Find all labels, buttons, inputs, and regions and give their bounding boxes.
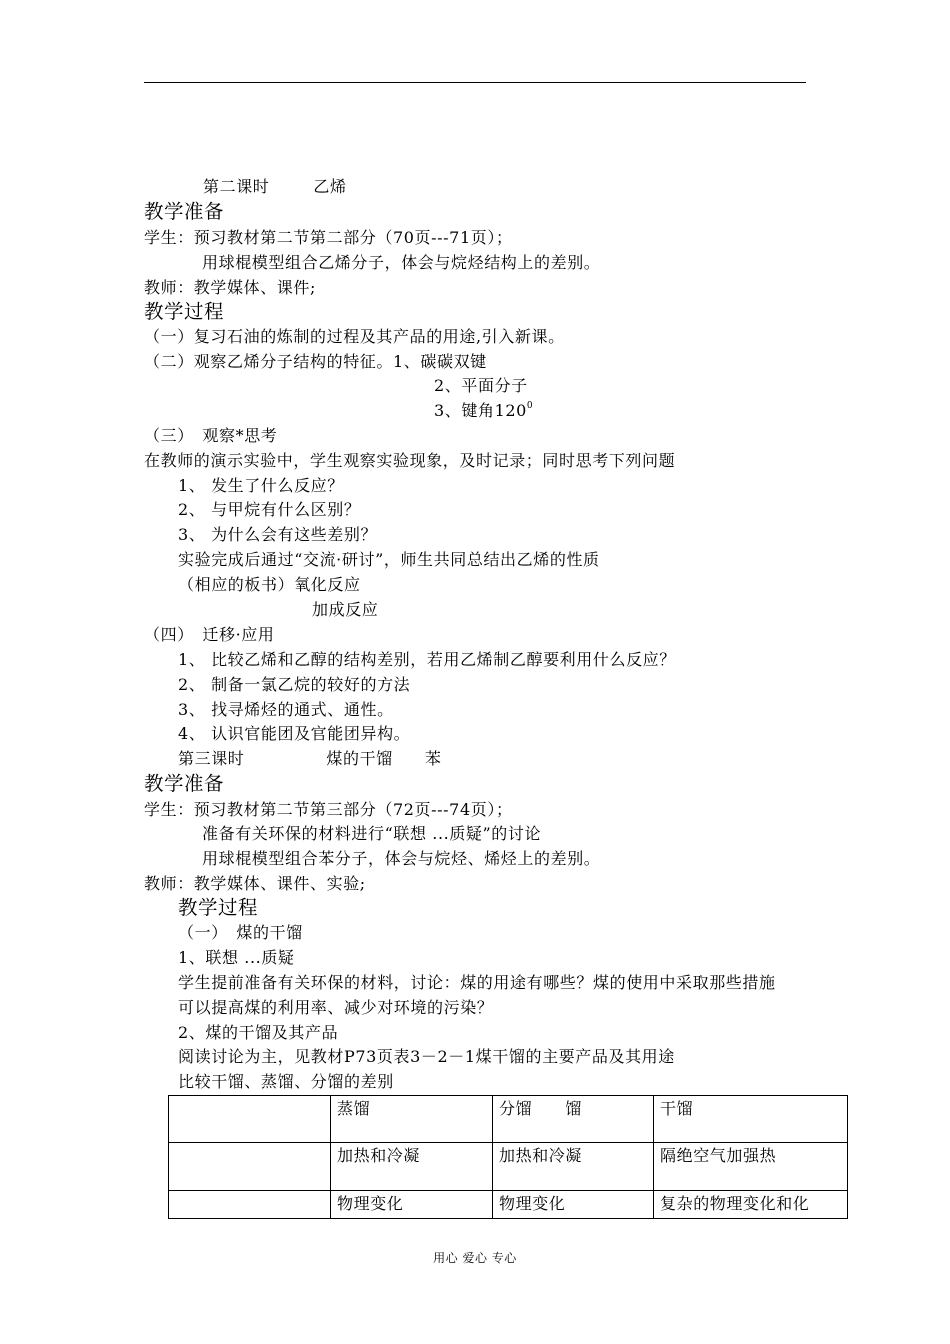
lesson3-section1: （一） 煤的干馏 — [178, 923, 303, 942]
lesson3-reading: 阅读讨论为主，见教材P73页表3－2－1煤干馏的主要产品及其用途 — [178, 1047, 675, 1066]
lesson3-student-line1: 学生：预习教材第二节第三部分（72页---74页）； — [144, 800, 513, 819]
table-cell: 干馏 — [654, 1096, 848, 1143]
lesson2-feature3-text: 3、键角120 — [434, 401, 527, 420]
lesson3-student-line2: 准备有关环保的材料进行“联想 ...质疑”的讨论 — [202, 824, 542, 843]
lesson3-item2: 2、煤的干馏及其产品 — [178, 1023, 339, 1042]
header-rule — [144, 82, 806, 83]
lesson2-title-topic: 乙烯 — [313, 177, 347, 196]
table-row — [169, 1191, 848, 1219]
table-cell: 复杂的物理变化和化 — [654, 1191, 848, 1219]
lesson2-prep-heading: 教学准备 — [144, 200, 225, 223]
lesson2-application-1: 1、 比较乙烯和乙醇的结构差别，若用乙烯制乙醇要利用什么反应？ — [178, 650, 676, 669]
table-cell: 加热和冷凝 — [331, 1143, 493, 1191]
table-cell: 分馏 馏 — [493, 1096, 654, 1143]
lesson2-step2: （二）观察乙烯分子结构的特征。1、碳碳双键 — [144, 352, 487, 371]
lesson2-question-1: 1、 发生了什么反应？ — [178, 476, 344, 495]
table-row — [169, 1096, 848, 1143]
table-cell: 物理变化 — [493, 1191, 654, 1219]
lesson3-prep-heading: 教学准备 — [144, 772, 225, 795]
lesson2-application-2: 2、 制备一氯乙烷的较好的方法 — [178, 675, 411, 694]
lesson2-feature2: 2、平面分子 — [434, 376, 528, 395]
table-cell — [169, 1143, 331, 1191]
table-cell — [169, 1191, 331, 1219]
lesson2-board-2: 加成反应 — [312, 600, 379, 619]
table-cell: 物理变化 — [331, 1191, 493, 1219]
lesson2-feature3 — [434, 401, 533, 421]
table-cell — [169, 1096, 331, 1143]
lesson3-title — [178, 749, 441, 769]
lesson2-step1: （一）复习石油的炼制的过程及其产品的用途,引入新课。 — [144, 327, 565, 346]
lesson3-process-heading: 教学过程 — [178, 896, 259, 919]
table-cell: 蒸馏 — [331, 1096, 493, 1143]
lesson3-student-line3: 用球棍模型组合苯分子，体会与烷烃、烯烃上的差别。 — [202, 849, 601, 868]
lesson2-observe: 在教师的演示实验中，学生观察实验现象，及时记录；同时思考下列问题 — [144, 451, 676, 470]
lesson3-item1: 1、联想 ...质疑 — [178, 948, 295, 967]
lesson3-title-num: 第三课时 — [178, 749, 245, 768]
lesson2-board: （相应的板书）氧化反应 — [178, 575, 361, 594]
lesson3-teacher: 教师：教学媒体、课件、实验; — [144, 874, 366, 893]
comparison-table — [168, 1095, 848, 1219]
lesson3-title-topic2: 苯 — [424, 749, 442, 768]
table-row — [169, 1143, 848, 1191]
lesson3-title-topic1: 煤的干馏 — [326, 749, 393, 768]
lesson2-step3: （三） 观察*思考 — [144, 426, 278, 445]
lesson3-discussion-line1: 学生提前准备有关环保的材料，讨论：煤的用途有哪些？煤的使用中采取那些措施 — [178, 973, 776, 992]
lesson2-application-4: 4、 认识官能团及官能团异构。 — [178, 724, 411, 743]
lesson3-discussion-line2: 可以提高煤的利用率、减少对环境的污染？ — [178, 998, 494, 1017]
lesson2-question-3: 3、 为什么会有这些差别？ — [178, 525, 378, 544]
table-cell: 隔绝空气加强热 — [654, 1143, 848, 1191]
lesson2-title — [203, 177, 347, 197]
lesson2-process-heading: 教学过程 — [144, 300, 225, 323]
lesson2-summary: 实验完成后通过“交流·研讨”，师生共同总结出乙烯的性质 — [178, 550, 600, 569]
lesson2-student-line2: 用球棍模型组合乙烯分子，体会与烷烃结构上的差别。 — [202, 253, 601, 272]
lesson3-compare: 比较干馏、蒸馏、分馏的差别 — [178, 1072, 394, 1091]
table-cell: 加热和冷凝 — [493, 1143, 654, 1191]
page-footer: 用心 爱心 专心 — [433, 1251, 517, 1265]
degree-superscript: 0 — [526, 401, 534, 411]
lesson2-application-3: 3、 找寻烯烃的通式、通性。 — [178, 700, 394, 719]
lesson2-title-num: 第二课时 — [203, 177, 270, 196]
lesson2-question-2: 2、 与甲烷有什么区别？ — [178, 500, 361, 519]
lesson2-student-line1: 学生：预习教材第二节第二部分（70页---71页）； — [144, 228, 513, 247]
lesson2-step4: （四） 迁移·应用 — [144, 625, 275, 644]
lesson2-teacher: 教师：教学媒体、课件; — [144, 278, 316, 297]
